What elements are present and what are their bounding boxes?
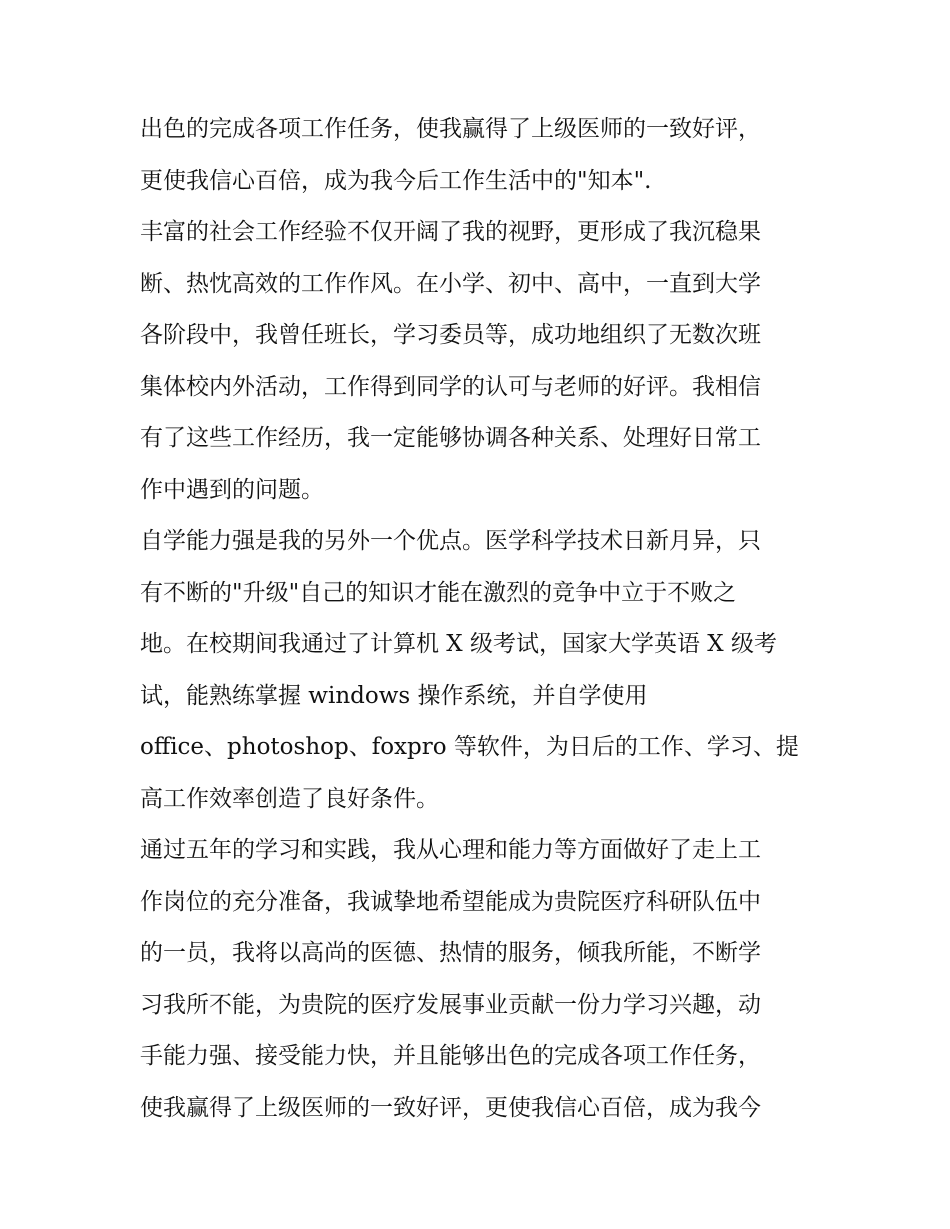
- text-line: office、photoshop、foxpro 等软件，为日后的工作、学习、提: [140, 734, 799, 760]
- text-line: 习我所不能，为贵院的医疗发展事业贡献一份力学习兴趣，动: [140, 991, 761, 1018]
- text-line: 更使我信心百倍，成为我今后工作生活中的"知本".: [140, 167, 652, 194]
- document-body: [140, 104, 820, 1134]
- text-line: 地。在校期间我通过了计算机 X 级考试，国家大学英语 X 级考: [140, 631, 777, 657]
- text-line: 试，能熟练掌握 windows 操作系统，并自学使用: [140, 682, 648, 709]
- text-line: 高工作效率创造了良好条件。: [140, 785, 439, 812]
- text-line: 丰富的社会工作经验不仅开阔了我的视野，更形成了我沉稳果: [140, 219, 761, 245]
- text-line: 集体校内外活动，工作得到同学的认可与老师的好评。我相信: [140, 373, 761, 400]
- text-line: 通过五年的学习和实践，我从心理和能力等方面做好了走上工: [140, 837, 761, 863]
- text-line: 有不断的"升级"自己的知识才能在激烈的竞争中立于不败之: [140, 579, 737, 606]
- text-line: 手能力强、接受能力快，并且能够出色的完成各项工作任务，: [140, 1043, 761, 1069]
- text-line: 出色的完成各项工作任务，使我赢得了上级医师的一致好评，: [140, 116, 761, 142]
- text-line: 作岗位的充分准备，我诚挚地希望能成为贵院医疗科研队伍中: [140, 888, 761, 915]
- text-line: 各阶段中，我曾任班长，学习委员等，成功地组织了无数次班: [140, 322, 761, 348]
- text-line: 有了这些工作经历，我一定能够协调各种关系、处理好日常工: [140, 425, 761, 451]
- text-line: 的一员，我将以高尚的医德、热情的服务，倾我所能，不断学: [140, 940, 761, 966]
- text-line: 作中遇到的问题。: [140, 476, 324, 503]
- text-line: 断、热忱高效的工作作风。在小学、初中、高中，一直到大学: [140, 270, 761, 297]
- text-line: 自学能力强是我的另外一个优点。医学科学技术日新月异，只: [140, 528, 761, 554]
- text-line: 使我赢得了上级医师的一致好评，更使我信心百倍，成为我今: [140, 1094, 761, 1121]
